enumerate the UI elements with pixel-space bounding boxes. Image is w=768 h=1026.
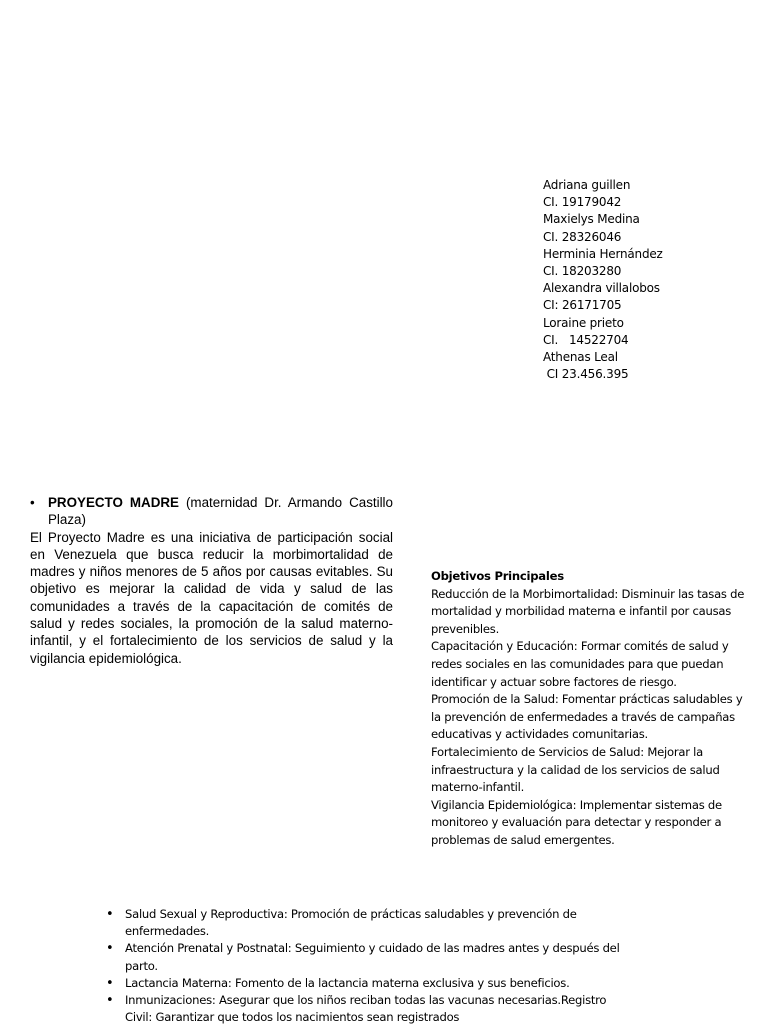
objetivo-item: Capacitación y Educación: Formar comités de salud y redes sociales en las comunidades para que puedan identificar y actuar sobre factores de riesgo. [431,639,729,689]
authors-list [543,177,743,383]
list-item: • Atención Prenatal y Postnatal: Seguimiento y cuidado de las madres antes y después del parto. [106,940,636,974]
author-id: CI. 18203280 [543,264,622,279]
author-id: CI 23.456.395 [543,367,629,382]
list-item: • Inmunizaciones: Asegurar que los niños reciban todas las vacunas necesarias.Registro Civil: Garantizar que todos los nacimientos sean registrados [106,992,636,1026]
objetivo-item: Promoción de la Salud: Fomentar prácticas saludables y la prevención de enfermedades a través de campañas educativas y actividades comunitarias. [431,692,743,742]
author-name: Maxielys Medina [543,212,640,227]
list-item: • Salud Sexual y Reproductiva: Promoción de prácticas saludables y prevención de enfermedades. [106,906,636,940]
list-item: • Lactancia Materna: Fomento de la lactancia materna exclusiva y sus beneficios. [106,975,636,992]
objetivos-section [431,568,749,850]
author-name: Herminia Hernández [543,246,663,261]
author-name: Loraine prieto [543,315,624,330]
author-id: CI: 26171705 [543,298,622,313]
objetivos-heading: Objetivos Principales [431,569,564,583]
proyecto-section [30,494,393,667]
objetivo-item: Fortalecimiento de Servicios de Salud: Mejorar la infraestructura y la calidad de los servicios de salud materno-infantil. [431,744,720,795]
author-name: Athenas Leal [543,350,618,365]
proyecto-description: El Proyecto Madre es una iniciativa de participación social en Venezuela que busca reducir la morbimortalidad de madres y niños menores de 5 años por causas evitables. Su objetivo es mejorar la calidad de vida y salud de las comunidades a través de la capacitación de comités de salud y redes sociales, la promoción de la salud materno-infantil, y el fortalecimiento de los servicios de salud y la vigilancia epidemiológica. [30,529,393,666]
proyecto-subtitle: (maternidad Dr. Armando Castillo Plaza) [48,495,393,528]
author-id: CI. 28326046 [543,229,622,244]
objetivo-item: Vigilancia Epidemiológica: Implementar sistemas de monitoreo y evaluación para detectar y responder a problemas de salud emergentes. [431,797,722,847]
author-name: Alexandra villalobos [543,281,660,296]
objetivo-item: Reducción de la Morbimortalidad: Disminuir las tasas de mortalidad y morbilidad materna e infantil por causas prevenibles. [431,586,745,636]
proyecto-title: PROYECTO MADRE [48,495,179,510]
author-name: Adriana guillen [543,178,631,192]
areas-list [106,906,636,1026]
author-id: CI. 19179042 [543,195,622,210]
author-id: CI. 14522704 [543,332,629,347]
proyecto-title-line [30,494,393,529]
bullet-icon: • [30,495,35,510]
